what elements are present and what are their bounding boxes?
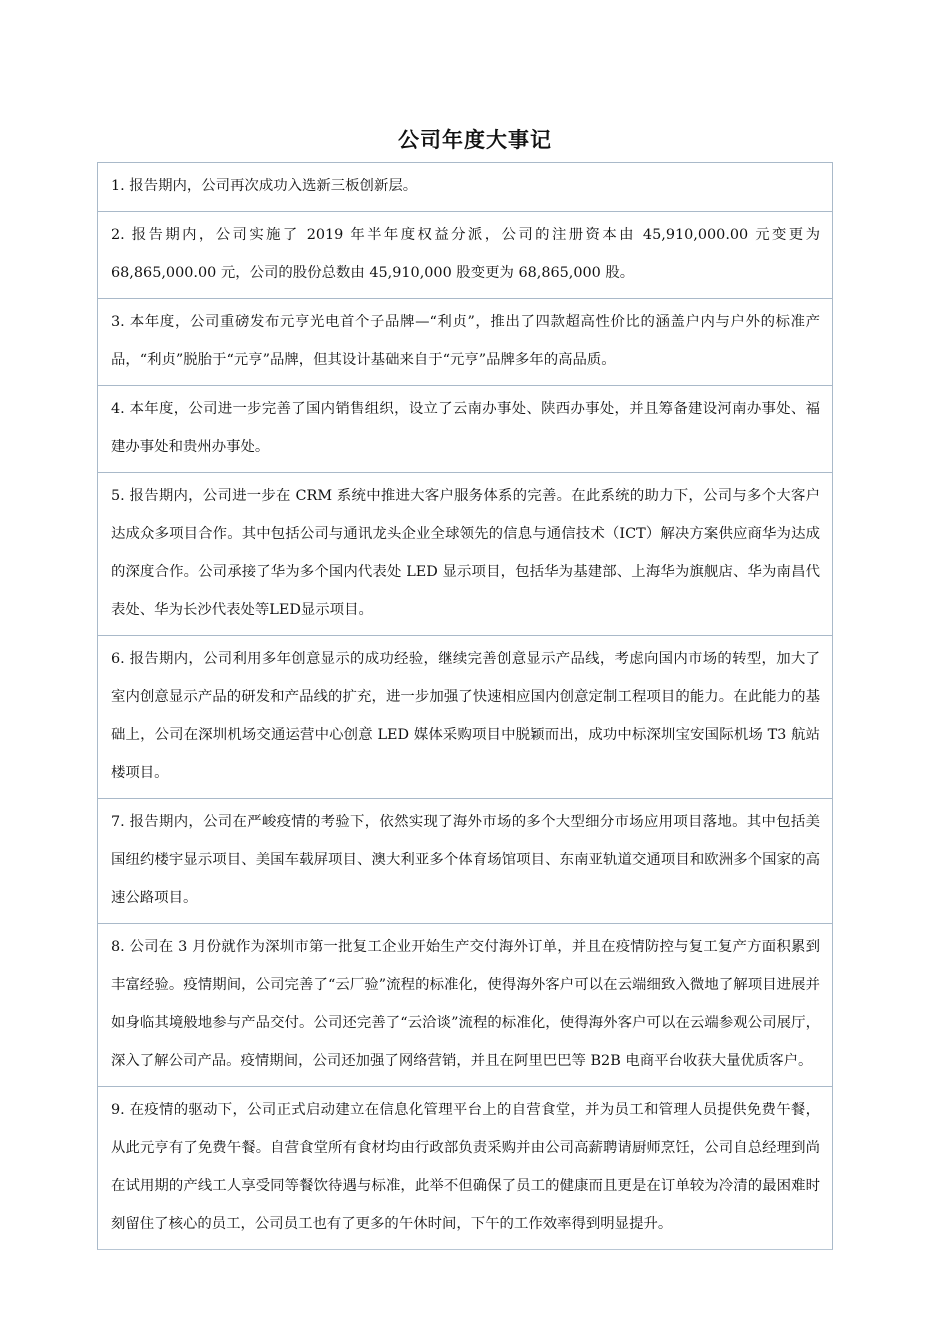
event-item-6	[97, 635, 833, 799]
event-text-9: 9. 在疫情的驱动下，公司正式启动建立在信息化管理平台上的自营食堂，并为员工和管理人员提供免费午餐，从此元亨有了免费午餐。自营食堂所有食材均由行政部负责采购并由公司高薪聘请厨师烹饪，公司自总经理到尚在试用期的产线工人享受同等餐饮待遇与标准，此举不但确保了员工的健康而且更是在订单较为冷清的最困难时刻留住了核心的员工，公司员工也有了更多的午休时间，下午的工作效率得到明显提升。	[111, 1102, 820, 1232]
event-text-8: 8. 公司在 3 月份就作为深圳市第一批复工企业开始生产交付海外订单，并且在疫情防控与复工复产方面积累到丰富经验。疫情期间，公司完善了“云厂验”流程的标准化，使得海外客户可以在云端细致入微地了解项目进展并如身临其境般地参与产品交付。公司还完善了“云洽谈”流程的标准化，使得海外客户可以在云端参观公司展厅，深入了解公司产品。疫情期间，公司还加强了网络营销，并且在阿里巴巴等 B2B 电商平台收获大量优质客户。	[111, 939, 820, 1069]
event-item-7	[97, 798, 833, 924]
event-text-3: 3. 本年度，公司重磅发布元亨光电首个子品牌—“利贞”，推出了四款超高性价比的涵盖户内与户外的标准产品，“利贞”脱胎于“元亨”品牌，但其设计基础来自于“元亨”品牌多年的高品质。	[111, 314, 820, 368]
event-item-3	[97, 298, 833, 386]
event-item-9	[97, 1086, 833, 1250]
event-item-5	[97, 472, 833, 636]
event-item-1	[97, 162, 833, 212]
event-text-2: 2. 报告期内，公司实施了 2019 年半年度权益分派，公司的注册资本由 45,910,000.00 元变更为 68,865,000.00 元，公司的股份总数由 45,910,000 股变更为 68,865,000 股。	[111, 227, 820, 281]
event-text-4: 4. 本年度，公司进一步完善了国内销售组织，设立了云南办事处、陕西办事处，并且筹备建设河南办事处、福建办事处和贵州办事处。	[111, 401, 820, 455]
event-item-8	[97, 923, 833, 1087]
event-item-2	[97, 211, 833, 299]
event-text-6: 6. 报告期内，公司利用多年创意显示的成功经验，继续完善创意显示产品线，考虑向国内市场的转型，加大了室内创意显示产品的研发和产品线的扩充，进一步加强了快速相应国内创意定制工程项目的能力。在此能力的基础上，公司在深圳机场交通运营中心创意 LED 媒体采购项目中脱颖而出，成功中标深圳宝安国际机场 T3 航站楼项目。	[111, 651, 820, 781]
event-text-7: 7. 报告期内，公司在严峻疫情的考验下，依然实现了海外市场的多个大型细分市场应用项目落地。其中包括美国纽约楼宇显示项目、美国车载屏项目、澳大利亚多个体育场馆项目、东南亚轨道交通项目和欧洲多个国家的高速公路项目。	[111, 814, 820, 906]
event-text-1: 1. 报告期内，公司再次成功入选新三板创新层。	[111, 178, 418, 194]
page-title: 公司年度大事记	[398, 128, 552, 152]
event-item-4	[97, 385, 833, 473]
event-list	[97, 163, 833, 1250]
event-text-5: 5. 报告期内，公司进一步在 CRM 系统中推进大客户服务体系的完善。在此系统的助力下，公司与多个大客户达成众多项目合作。其中包括公司与通讯龙头企业全球领先的信息与通信技术（ICT）解决方案供应商华为达成的深度合作。公司承接了华为多个国内代表处 LED 显示项目，包括华为基建部、上海华为旗舰店、华为南昌代表处、华为长沙代表处等LED显示项目。	[111, 488, 820, 618]
